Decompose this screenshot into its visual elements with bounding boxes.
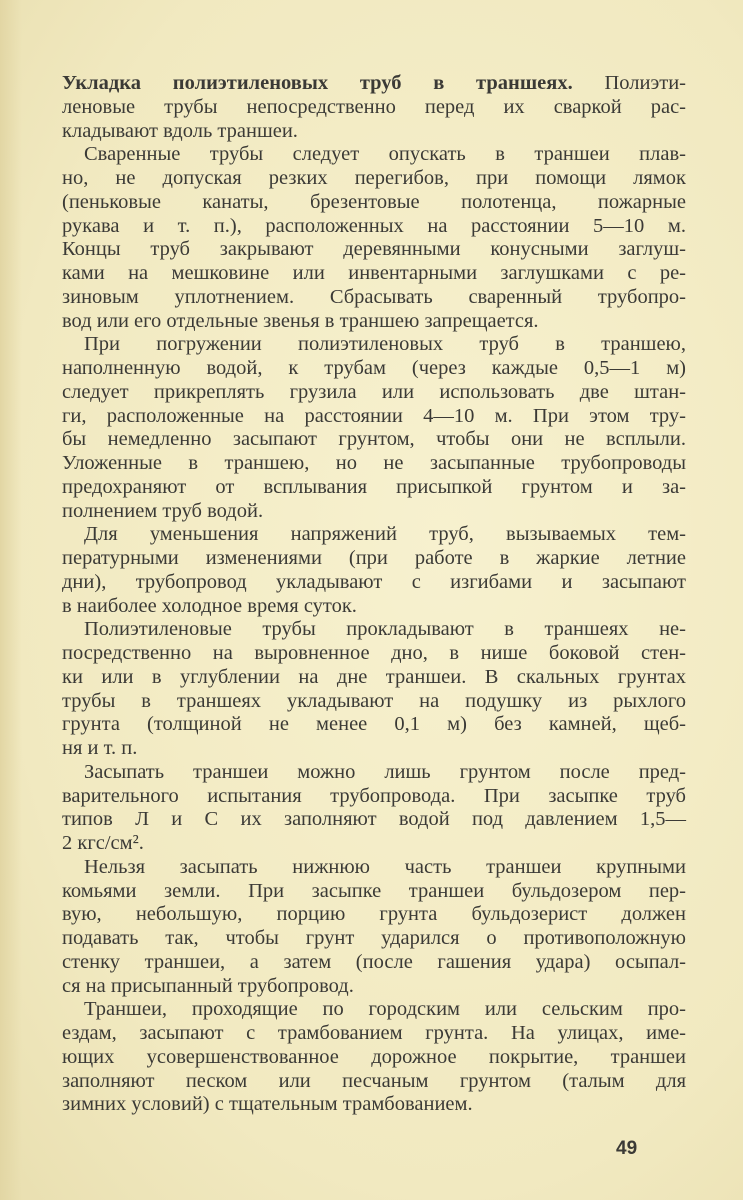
text-line: Полиэтиленовые трубы прокладывают в траншеях не- bbox=[84, 618, 686, 641]
paragraph bbox=[62, 143, 686, 333]
paragraph bbox=[62, 523, 686, 618]
text-line: ся на присыпанный трубопровод. bbox=[62, 974, 354, 997]
text-line: посредственно на выровненное дно, в нише боковой стен- bbox=[62, 642, 686, 664]
text-line: ня и т. п. bbox=[62, 737, 138, 759]
text-line: вод или его отдельные звенья в траншею запрещается. bbox=[62, 309, 539, 332]
text-line: стенку траншеи, а затем (после гашения удара) осыпал- bbox=[62, 950, 686, 973]
text-line: ги, расположенные на расстоянии 4—10 м. При этом тру- bbox=[62, 404, 686, 427]
text-line: типов Л и С их заполняют водой под давлением 1,5— bbox=[62, 808, 686, 831]
text-line: рукава и т. п.), расположенных на расстоянии 5—10 м. bbox=[62, 214, 686, 237]
text-line: Сваренные трубы следует опускать в траншеи плав- bbox=[84, 143, 686, 166]
text-line: Концы труб закрывают деревянными конусными заглуш- bbox=[62, 238, 686, 261]
page-fold-shadow bbox=[0, 0, 22, 1200]
text-line: ездам, засыпают с трамбованием грунта. На улицах, име- bbox=[62, 1022, 686, 1044]
text-line: Траншеи, проходящие по городским или сельским про- bbox=[84, 998, 686, 1021]
text-line: Засыпать траншеи можно лишь грунтом после пред- bbox=[84, 760, 686, 783]
text-line: подавать так, чтобы грунт ударился о противоположную bbox=[62, 927, 686, 949]
text-line: леновые трубы непосредственно перед их сваркой рас- bbox=[62, 95, 686, 118]
section-heading: Укладка полиэтиленовых труб в траншеях. bbox=[62, 72, 573, 94]
text-line: зимних условий) с тщательным трамбованием. bbox=[62, 1093, 473, 1116]
text-line: 2 кгс/см². bbox=[62, 832, 144, 854]
text-line: предохраняют от всплывания присыпкой грунтом и за- bbox=[62, 475, 686, 498]
text-line: ющих усовершенствованное дорожное покрытие, траншеи bbox=[62, 1045, 686, 1068]
text-line: комьями земли. При засыпке траншеи бульдозером пер- bbox=[62, 879, 686, 902]
text-line: грунта (толщиной не менее 0,1 м) без камней, щеб- bbox=[62, 713, 686, 736]
text-line-content: Полиэти- bbox=[604, 72, 686, 94]
paragraph bbox=[62, 618, 686, 761]
text-line: (пеньковые канаты, брезентовые полотенца, пожарные bbox=[62, 190, 686, 213]
text-line: полнением труб водой. bbox=[62, 499, 264, 522]
body-text bbox=[62, 72, 686, 1117]
text-line: наполненную водой, к трубам (через каждые 0,5—1 м) bbox=[62, 357, 686, 379]
text-line: заполняют песком или песчаным грунтом (талым для bbox=[62, 1069, 686, 1092]
text-line: пературными изменениями (при работе в жаркие летние bbox=[62, 547, 686, 569]
text-line: в наиболее холодное время суток. bbox=[62, 594, 357, 617]
text-line: варительного испытания трубопровода. При засыпке труб bbox=[62, 784, 686, 807]
text-line: Для уменьшения напряжений труб, вызываемых тем- bbox=[84, 523, 686, 546]
text-line: Нельзя засыпать нижнюю часть траншеи крупными bbox=[84, 855, 686, 878]
paragraph bbox=[62, 333, 686, 523]
text-line: зиновым уплотнением. Сбрасывать сваренный трубопро- bbox=[62, 285, 686, 308]
text-line: но, не допуская резких перегибов, при помощи лямок bbox=[62, 167, 686, 189]
text-line: следует прикреплять грузила или использовать две штан- bbox=[62, 380, 686, 403]
text-line: При погружении полиэтиленовых труб в траншею, bbox=[84, 333, 686, 356]
text-line: вую, небольшую, порцию грунта бульдозерист должен bbox=[62, 903, 686, 926]
text-line: дни), трубопровод укладывают с изгибами и засыпают bbox=[62, 570, 686, 593]
text-line: кладывают вдоль траншеи. bbox=[62, 119, 298, 142]
text-line: Уложенные в траншею, но не засыпанные трубопроводы bbox=[62, 452, 686, 474]
paragraph bbox=[62, 72, 686, 143]
paragraph bbox=[62, 998, 686, 1117]
page-number: 49 bbox=[616, 1138, 638, 1159]
text-line: трубы в траншеях укладывают на подушку из рыхлого bbox=[62, 689, 686, 712]
text-line bbox=[62, 72, 686, 96]
text-line: бы немедленно засыпают грунтом, чтобы они не всплыли. bbox=[62, 428, 686, 451]
text-line: ки или в углублении на дне траншеи. В скальных грунтах bbox=[62, 665, 686, 688]
paragraph bbox=[62, 761, 686, 856]
text-line: ками на мешковине или инвентарными заглушками с ре- bbox=[62, 262, 686, 284]
paragraph bbox=[62, 856, 686, 999]
